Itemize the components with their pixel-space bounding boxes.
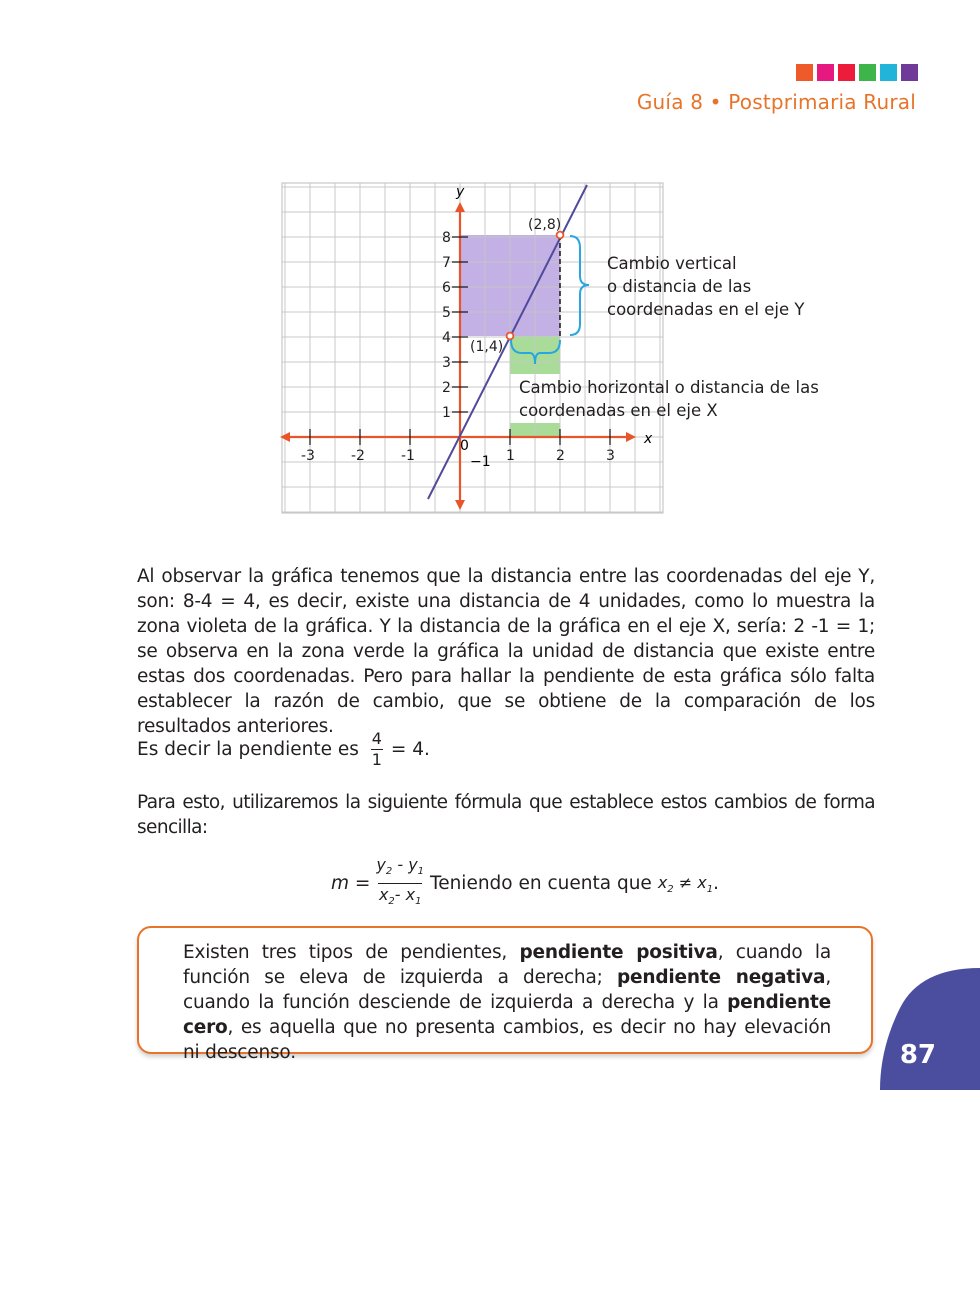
y-tick-label: 1: [442, 405, 451, 421]
x-tick-label: 2: [556, 448, 565, 464]
x-tick-label: -2: [351, 448, 365, 464]
fraction-bar: [378, 883, 422, 884]
slope-suffix: = 4.: [390, 739, 430, 760]
y-tick-label: 3: [442, 355, 451, 371]
negative-slope-term: pendiente negativa: [616, 967, 826, 988]
slope-prefix: Es decir la pendiente es: [137, 739, 359, 760]
x-tick-label: -3: [301, 448, 315, 464]
page-number-tab: [880, 968, 980, 1090]
vertical-annotation-line-2: o distancia de las: [607, 277, 752, 296]
vertical-annotation-line-3: coordenadas en el eje Y: [607, 300, 805, 319]
note-text-part: Existen tres tipos de pendientes,: [183, 942, 520, 963]
origin-label: 0: [460, 438, 469, 454]
vertical-annotation-line-1: Cambio vertical: [607, 254, 737, 273]
color-square: [880, 64, 897, 81]
slope-types-note: [137, 926, 873, 1063]
formula-fraction: [376, 856, 424, 911]
formula-denominator: $x_2-$ $x_1$: [378, 885, 422, 908]
explanation-paragraph: Al observar la gráfica tenemos que la distancia entre las coordenadas del eje Y, son: 8-4 = 4, es decir, existe una distancia de 4 unidades, como lo muestra la zona violeta de la gráfica. Y la distancia de la gráfica en el eje X, sería: 2 -1 = 1; se observa en la zona verde la gráfica la unidad de distancia que existe entre estas dos coordenadas. Pero para hallar la pendiente de esta gráfica sólo falta establecer la razón de cambio, que se obtiene de la comparación de los resultados anteriores.: [137, 566, 875, 737]
color-square: [817, 64, 834, 81]
x-axis-label: x: [644, 431, 653, 447]
point-1-4: [507, 333, 514, 340]
note-text-part: , es aquella que no presenta cambios, es decir no hay elevación ni descenso.: [183, 1017, 831, 1063]
x-tick-label: 3: [606, 448, 615, 464]
header-title: Guía 8 • Postprimaria Rural: [636, 90, 916, 114]
color-square: [838, 64, 855, 81]
note-text-part: , cuando la función se eleva de izquierda a derecha;: [183, 942, 831, 988]
note-text: [183, 940, 831, 1065]
point-1-4-label: (1,4): [470, 339, 504, 355]
x-tick-label: -1: [401, 448, 415, 464]
zero-slope-term: pendiente cero: [183, 992, 831, 1038]
y-tick-label: 5: [442, 305, 451, 321]
formula-lhs: m =: [331, 873, 371, 895]
color-square: [796, 64, 813, 81]
y-tick-label: 2: [442, 380, 451, 396]
formula-numerator: $y_2 - y_1$: [376, 855, 425, 878]
point-2-8-label: (2,8): [528, 217, 562, 233]
slope-statement: [137, 730, 430, 769]
y-tick-label: 8: [442, 230, 451, 246]
slope-formula: [331, 856, 719, 911]
y-axis-label: y: [456, 184, 465, 200]
slope-fraction: [371, 730, 383, 769]
slope-denominator: 1: [371, 750, 382, 769]
page-number: 87: [899, 1040, 936, 1070]
positive-slope-term: pendiente positiva: [519, 942, 718, 963]
y-tick-label: 7: [442, 255, 451, 271]
horizontal-annotation-line-1: Cambio horizontal o distancia de las: [519, 378, 819, 397]
formula-text: Teniendo en cuenta que: [430, 873, 652, 895]
horizontal-annotation-line-2: coordenadas en el eje X: [519, 401, 718, 420]
y-tick-label: 4: [442, 330, 451, 346]
formula-period: .: [713, 873, 719, 895]
color-square: [859, 64, 876, 81]
neg-one-label: −1: [470, 454, 491, 470]
color-square: [901, 64, 918, 81]
header-color-squares: [796, 64, 918, 81]
not-equal-sign: ≠: [678, 872, 693, 892]
svg-text:Cambio vertical o distanci: [607, 254, 805, 319]
slope-numerator: 4: [371, 729, 382, 748]
x-tick-label: 1: [506, 448, 515, 464]
note-text-part: , cuando la función desciende de izquierda a derecha y la: [183, 967, 832, 1013]
slope-graph: [278, 178, 838, 518]
formula-condition: $x_2 \ne x_1$: [657, 872, 714, 895]
formula-intro: Para esto, utilizaremos la siguiente fórmula que establece estos cambios de forma sencilla:: [137, 792, 875, 838]
y-tick-label: 6: [442, 280, 451, 296]
